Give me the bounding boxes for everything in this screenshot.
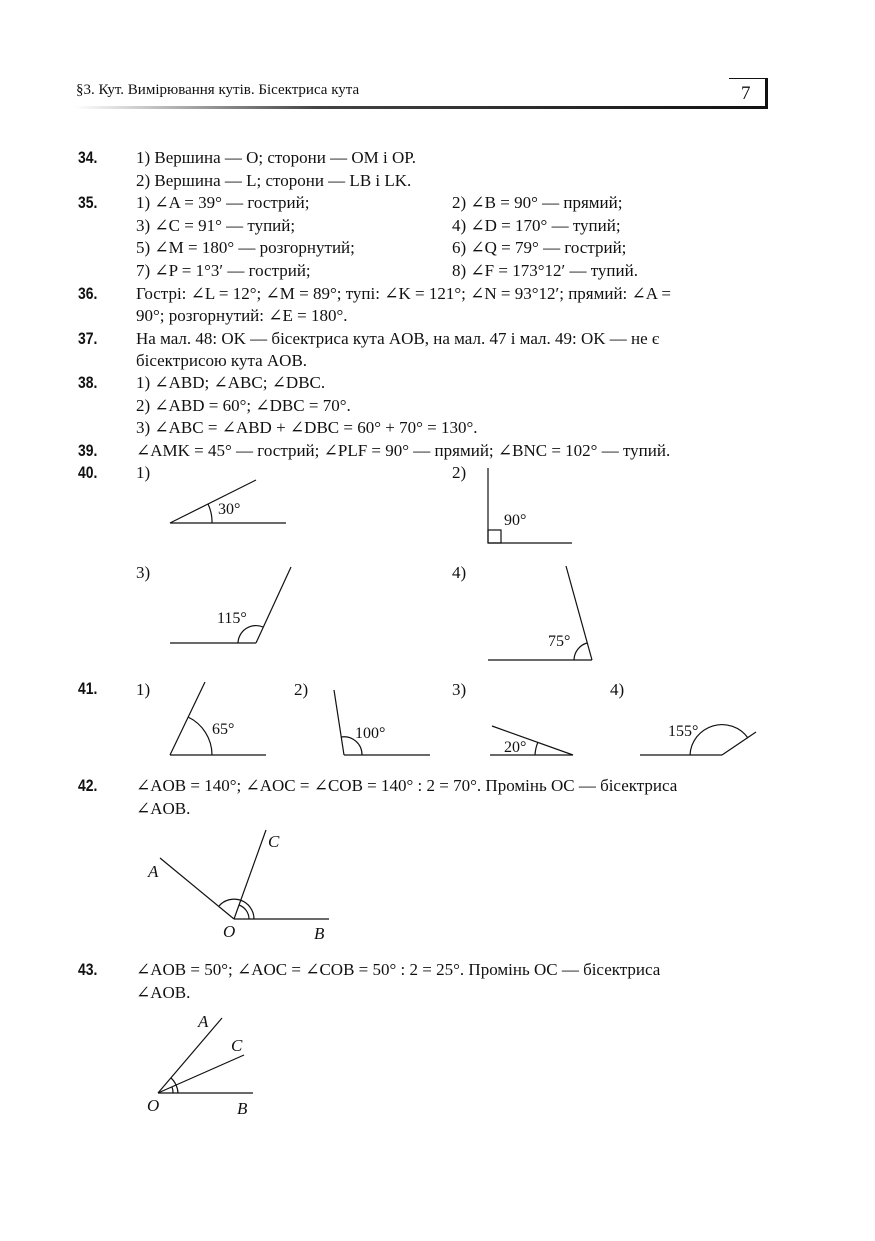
problem-number-37: 37. xyxy=(78,329,98,348)
p43-point-O: O xyxy=(147,1096,160,1115)
p43-point-C: C xyxy=(231,1036,243,1055)
problem-number-35: 35. xyxy=(78,193,98,212)
p40-label-2: 2) xyxy=(452,463,467,482)
p39-line-1: ∠AMK = 45° — гострий; ∠PLF = 90° — прямий; ∠BNC = 102° — тупий. xyxy=(136,441,671,460)
p41-label-4: 4) xyxy=(610,680,625,699)
p40-angle-label-4: 75° xyxy=(548,633,571,650)
p41-angle-label-1: 65° xyxy=(212,721,235,738)
p41-label-3: 3) xyxy=(452,680,467,699)
p41-angle-label-4: 155° xyxy=(668,723,699,740)
p35-item-3: 3) ∠C = 91° — тупий; xyxy=(136,216,296,235)
p43-point-A: A xyxy=(198,1012,209,1031)
problem-number-38: 38. xyxy=(78,373,98,392)
p43-line-2: ∠AOB. xyxy=(136,983,191,1002)
p42-line-1: ∠AOB = 140°; ∠AOC = ∠COB = 140° : 2 = 70°. Промінь OC — бісектриса xyxy=(136,776,678,795)
problem-number-41: 41. xyxy=(78,679,98,698)
p40-label-1: 1) xyxy=(136,463,151,482)
p37-line-2: бісектрисою кута AOB. xyxy=(136,351,308,370)
p43-line-1: ∠AOB = 50°; ∠AOC = ∠COB = 50° : 2 = 25°. Промінь OC — бісектриса xyxy=(136,960,661,979)
p40-angle-label-1: 30° xyxy=(218,501,241,518)
p42-point-C: C xyxy=(268,832,280,851)
p35-item-5: 5) ∠M = 180° — розгорнутий; xyxy=(136,238,355,257)
p37-line-1: На мал. 48: OK — бісектриса кута AOB, на мал. 47 і мал. 49: OK — не є xyxy=(136,329,660,348)
problem-number-42: 42. xyxy=(78,776,98,795)
p36-line-1: Гострі: ∠L = 12°; ∠M = 89°; тупі: ∠K = 121°; ∠N = 93°12′; прямий: ∠A = xyxy=(136,284,671,303)
problem-number-39: 39. xyxy=(78,441,98,460)
p41-label-2: 2) xyxy=(294,680,309,699)
p40-angle-label-2: 90° xyxy=(504,512,527,529)
problem-number-34: 34. xyxy=(78,148,98,167)
p36-line-2: 90°; розгорнутий: ∠E = 180°. xyxy=(136,306,348,325)
p35-item-4: 4) ∠D = 170° — тупий; xyxy=(452,216,621,235)
p35-item-6: 6) ∠Q = 79° — гострий; xyxy=(452,238,627,257)
problem-number-43: 43. xyxy=(78,960,98,979)
p40-label-4: 4) xyxy=(452,563,467,582)
p38-line-1: 1) ∠ABD; ∠ABC; ∠DBC. xyxy=(136,373,326,392)
p35-item-1: 1) ∠A = 39° — гострий; xyxy=(136,193,310,212)
p40-label-3: 3) xyxy=(136,563,151,582)
p38-line-3: 3) ∠ABC = ∠ABD + ∠DBC = 60° + 70° = 130°. xyxy=(136,418,478,437)
p35-item-7: 7) ∠P = 1°3′ — гострий; xyxy=(136,261,311,280)
p42-line-2: ∠AOB. xyxy=(136,799,191,818)
p41-angle-label-2: 100° xyxy=(355,725,386,742)
p42-point-B: B xyxy=(314,924,325,943)
p40-angle-label-3: 115° xyxy=(217,610,247,627)
p38-line-2: 2) ∠ABD = 60°; ∠DBC = 70°. xyxy=(136,396,351,415)
p34-line-1: 1) Вершина — O; сторони — OM і OP. xyxy=(136,148,417,167)
p34-line-2: 2) Вершина — L; сторони — LB і LK. xyxy=(136,171,412,190)
p42-point-A: A xyxy=(148,862,159,881)
p43-point-B: B xyxy=(237,1099,248,1118)
p35-item-8: 8) ∠F = 173°12′ — тупий. xyxy=(452,261,638,280)
page-number: 7 xyxy=(741,83,751,104)
page-header-title: §3. Кут. Вимірювання кутів. Бісектриса кута xyxy=(76,82,360,98)
p41-angle-label-3: 20° xyxy=(504,739,527,756)
problem-number-40: 40. xyxy=(78,463,98,482)
p35-item-2: 2) ∠B = 90° — прямий; xyxy=(452,193,623,212)
p41-label-1: 1) xyxy=(136,680,151,699)
problem-number-36: 36. xyxy=(78,284,98,303)
p42-point-O: O xyxy=(223,922,236,941)
